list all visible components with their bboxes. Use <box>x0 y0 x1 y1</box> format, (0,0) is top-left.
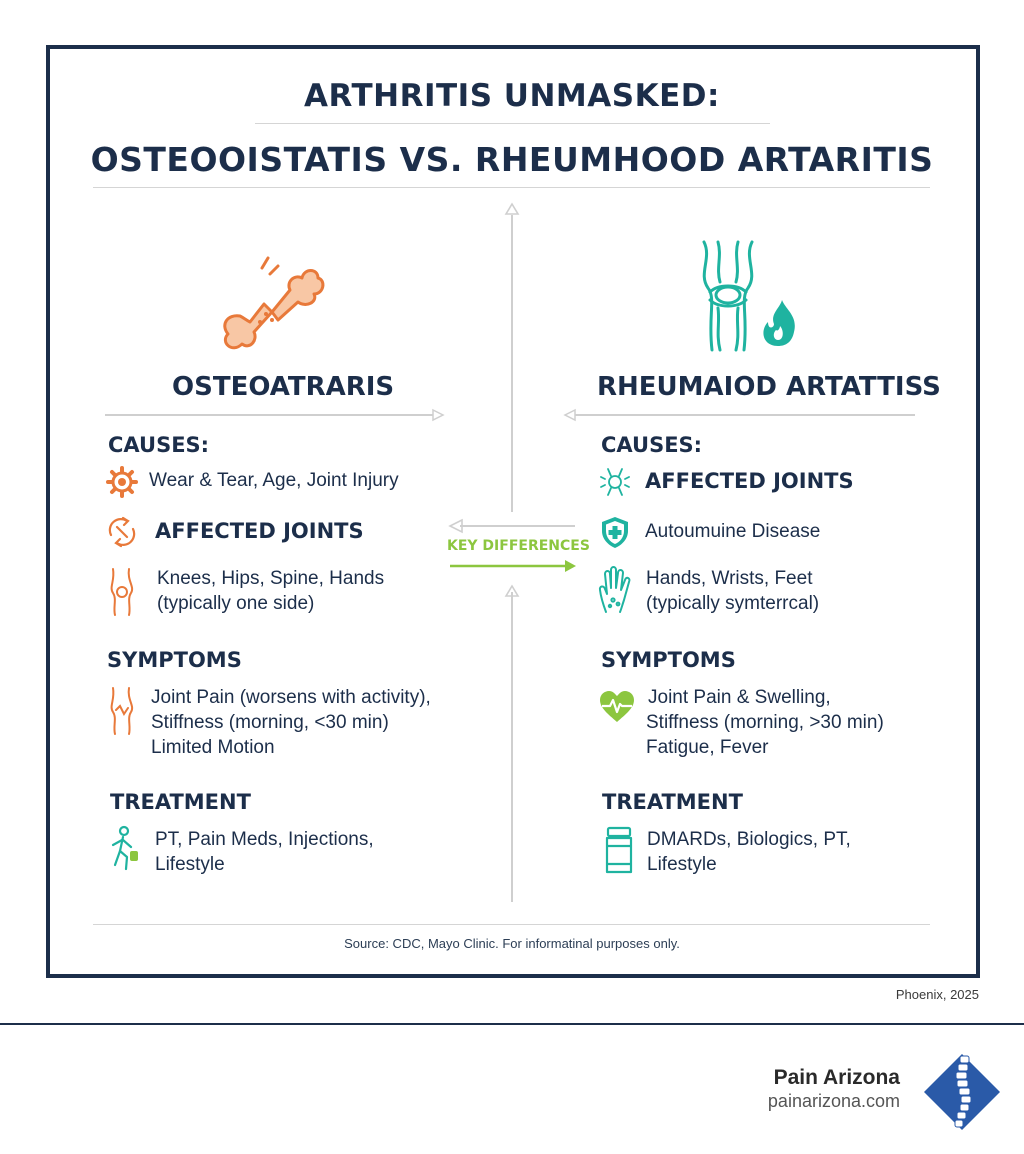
left-column-title: OSTEOATRARIS <box>172 372 395 402</box>
brand-url[interactable]: painarizona.com <box>767 1091 900 1111</box>
title-divider-bottom <box>93 187 930 188</box>
brand-name: Pain Arizona <box>773 1066 900 1089</box>
gear-icon <box>105 465 139 499</box>
left-causes-heading: CAUSES: <box>108 433 210 457</box>
medicine-bottle-icon <box>602 826 636 876</box>
joint-body-icon <box>598 465 632 499</box>
source-note: Source: CDC, Mayo Clinic. For informatinal purposes only. <box>344 936 680 951</box>
left-affected-heading: AFFECTED JOINTS <box>155 519 364 543</box>
right-treatment-heading: TREATMENT <box>602 790 743 814</box>
credit-text: Phoenix, 2025 <box>895 987 979 1002</box>
left-treatment-heading: TREATMENT <box>110 790 251 814</box>
heart-pulse-icon <box>598 690 636 724</box>
spine-logo-icon <box>920 1050 1004 1134</box>
right-affected-heading: AFFECTED JOINTS <box>645 469 854 493</box>
right-symptoms-heading: SYMPTOMS <box>601 648 736 672</box>
right-causes-heading: CAUSES: <box>601 433 703 457</box>
right-symptoms-line-2: Stiffness (morning, >30 min) <box>646 712 884 733</box>
shield-cross-icon <box>598 515 632 549</box>
left-treatment-line-1: PT, Pain Meds, Injections, <box>155 829 374 850</box>
right-joints-line-2: (typically symterrcal) <box>646 593 820 614</box>
title-line-1: ARTHRITIS UNMASKED: <box>304 78 720 114</box>
right-treatment-line-2: Lifestyle <box>647 854 717 875</box>
joint-pain-icon <box>105 686 139 736</box>
right-title-arrow <box>563 408 915 422</box>
left-title-arrow <box>105 408 445 422</box>
left-joints-line-2: (typically one side) <box>157 593 315 614</box>
right-cause-text: Autoumuine Disease <box>645 521 821 542</box>
source-divider <box>93 924 930 925</box>
left-symptoms-line-3: Limited Motion <box>151 737 275 758</box>
left-symptoms-line-1: Joint Pain (worsens with activity), <box>151 687 431 708</box>
left-causes-text: Wear & Tear, Age, Joint Injury <box>149 470 399 491</box>
center-arrows <box>440 200 590 910</box>
right-column-title: RHEUMAIOD ARTATTISS <box>597 372 941 402</box>
right-joints-line-1: Hands, Wrists, Feet <box>646 568 813 589</box>
hand-icon <box>597 566 631 616</box>
broken-bone-icon <box>210 238 330 358</box>
person-walking-icon <box>107 825 141 875</box>
left-treatment-line-2: Lifestyle <box>155 854 225 875</box>
footer-divider <box>0 1023 1024 1025</box>
title-line-2: OSTEOOISTATIS VS. RHEUMHOOD ARTARITIS <box>90 140 934 179</box>
right-treatment-line-1: DMARDs, Biologics, PT, <box>647 829 851 850</box>
knee-joint-inflamed-icon <box>690 238 810 358</box>
left-symptoms-line-2: Stiffness (morning, <30 min) <box>151 712 389 733</box>
knee-icon <box>105 567 139 617</box>
key-differences-label: KEY DIFFERENCES <box>447 538 590 554</box>
right-symptoms-line-3: Fatigue, Fever <box>646 737 769 758</box>
rotate-arrows-icon <box>105 515 139 549</box>
title-divider-top <box>255 123 770 124</box>
right-symptoms-line-1: Joint Pain & Swelling, <box>648 687 831 708</box>
left-joints-line-1: Knees, Hips, Spine, Hands <box>157 568 385 589</box>
left-symptoms-heading: SYMPTOMS <box>107 648 242 672</box>
